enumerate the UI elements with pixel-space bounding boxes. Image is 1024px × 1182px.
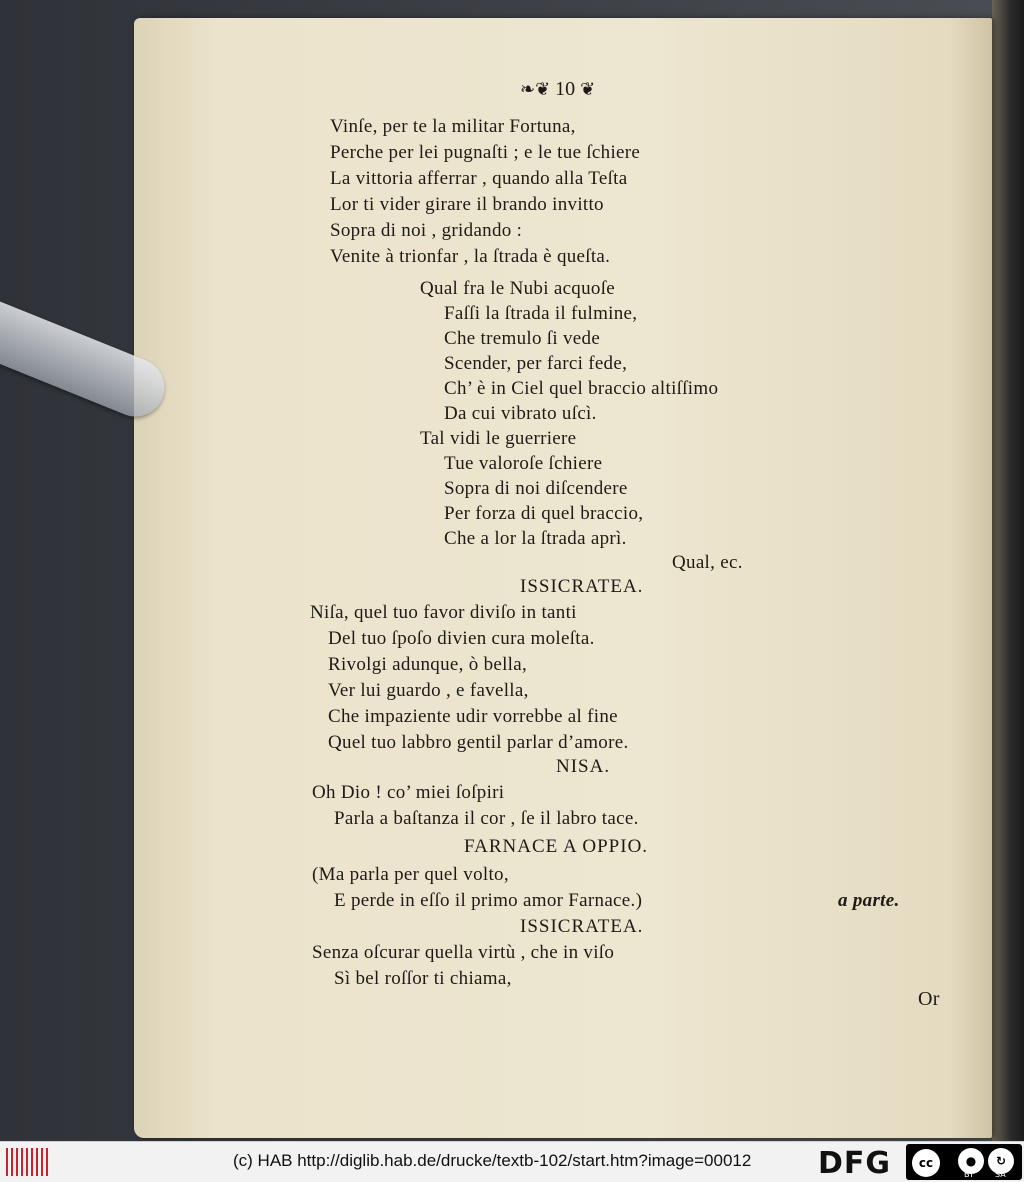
text-line: Vinſe, per te la militar Fortuna, xyxy=(330,116,576,137)
book-page xyxy=(134,18,992,1138)
text-line: Tue valoroſe ſchiere xyxy=(444,453,603,474)
text-line: Qual fra le Nubi acquoſe xyxy=(420,278,616,299)
ornament-right: ❦ xyxy=(580,79,596,99)
text-line: Rivolgi adunque, ò bella, xyxy=(328,654,528,675)
credit-link[interactable]: (c) HAB http://diglib.hab.de/drucke/textb-102/start.htm?image=00012 xyxy=(233,1151,752,1170)
text-line: Senza oſcurar quella virtù , che in viſo xyxy=(312,942,615,963)
footer-bar xyxy=(0,1141,1024,1182)
text-line: Del tuo ſpoſo divien cura moleſta. xyxy=(328,628,595,649)
text-line: Qual, ec. xyxy=(672,552,743,573)
text-line: La vittoria afferrar , quando alla Teſta xyxy=(330,168,628,189)
catchword: Or xyxy=(918,988,940,1010)
text-line: Tal vidi le guerriere xyxy=(420,428,577,449)
text-line: Sopra di noi diſcendere xyxy=(444,478,628,499)
by-label: BY xyxy=(964,1170,974,1179)
sa-label: SA xyxy=(995,1170,1006,1179)
ornament-left: ❧❦ xyxy=(520,79,551,99)
text-line: Ch’ è in Ciel quel braccio altiſſimo xyxy=(444,378,719,399)
attribution-icon: ● xyxy=(958,1148,984,1174)
cc-icon: cc xyxy=(912,1149,940,1177)
text-line: Quel tuo labbro gentil parlar d’amore. xyxy=(328,732,629,753)
text-line: Sì bel roſſor ti chiama, xyxy=(334,968,512,989)
text-line: Che tremulo ſi vede xyxy=(444,328,601,349)
text-line: Sopra di noi , gridando : xyxy=(330,220,523,241)
text-line: Venite à trionfar , la ſtrada è queſta. xyxy=(330,246,611,267)
page-number: 10 xyxy=(555,78,576,100)
speaker-heading: ISSICRATEA. xyxy=(520,916,644,937)
text-line: Che a lor la ſtrada aprì. xyxy=(444,528,627,549)
text-line: Scender, per farci fede, xyxy=(444,353,628,374)
book-spine xyxy=(992,0,1024,1141)
stage-direction: a parte. xyxy=(838,890,900,911)
hab-logo-icon xyxy=(6,1148,48,1176)
speaker-heading: NISA. xyxy=(556,756,611,777)
text-line: Oh Dio ! co’ miei ſoſpiri xyxy=(312,782,505,803)
text-line: Da cui vibrato uſcì. xyxy=(444,403,597,424)
dfg-logo: DFG xyxy=(818,1146,892,1181)
text-line: Niſa, quel tuo favor diviſo in tanti xyxy=(310,602,577,623)
text-line: Che impaziente udir vorrebbe al fine xyxy=(328,706,618,727)
speaker-heading: ISSICRATEA. xyxy=(520,576,644,597)
cc-license-badge[interactable] xyxy=(906,1144,1022,1180)
text-line: Lor ti vider girare il brando invitto xyxy=(330,194,604,215)
text-line: Parla a baſtanza il cor , ſe il labro tace. xyxy=(334,808,639,829)
share-alike-icon: ↻ xyxy=(988,1148,1014,1174)
speaker-heading: FARNACE A OPPIO. xyxy=(464,836,649,857)
text-line: Ver lui guardo , e favella, xyxy=(328,680,529,701)
text-line: Per forza di quel braccio, xyxy=(444,503,644,524)
text-line: Faſſi la ſtrada il fulmine, xyxy=(444,303,638,324)
text-line: (Ma parla per quel volto, xyxy=(312,864,509,885)
text-line: Perche per lei pugnaſti ; e le tue ſchiere xyxy=(330,142,641,163)
page-header xyxy=(520,78,595,101)
text-line: E perde in eſſo il primo amor Farnace.) xyxy=(334,890,643,911)
